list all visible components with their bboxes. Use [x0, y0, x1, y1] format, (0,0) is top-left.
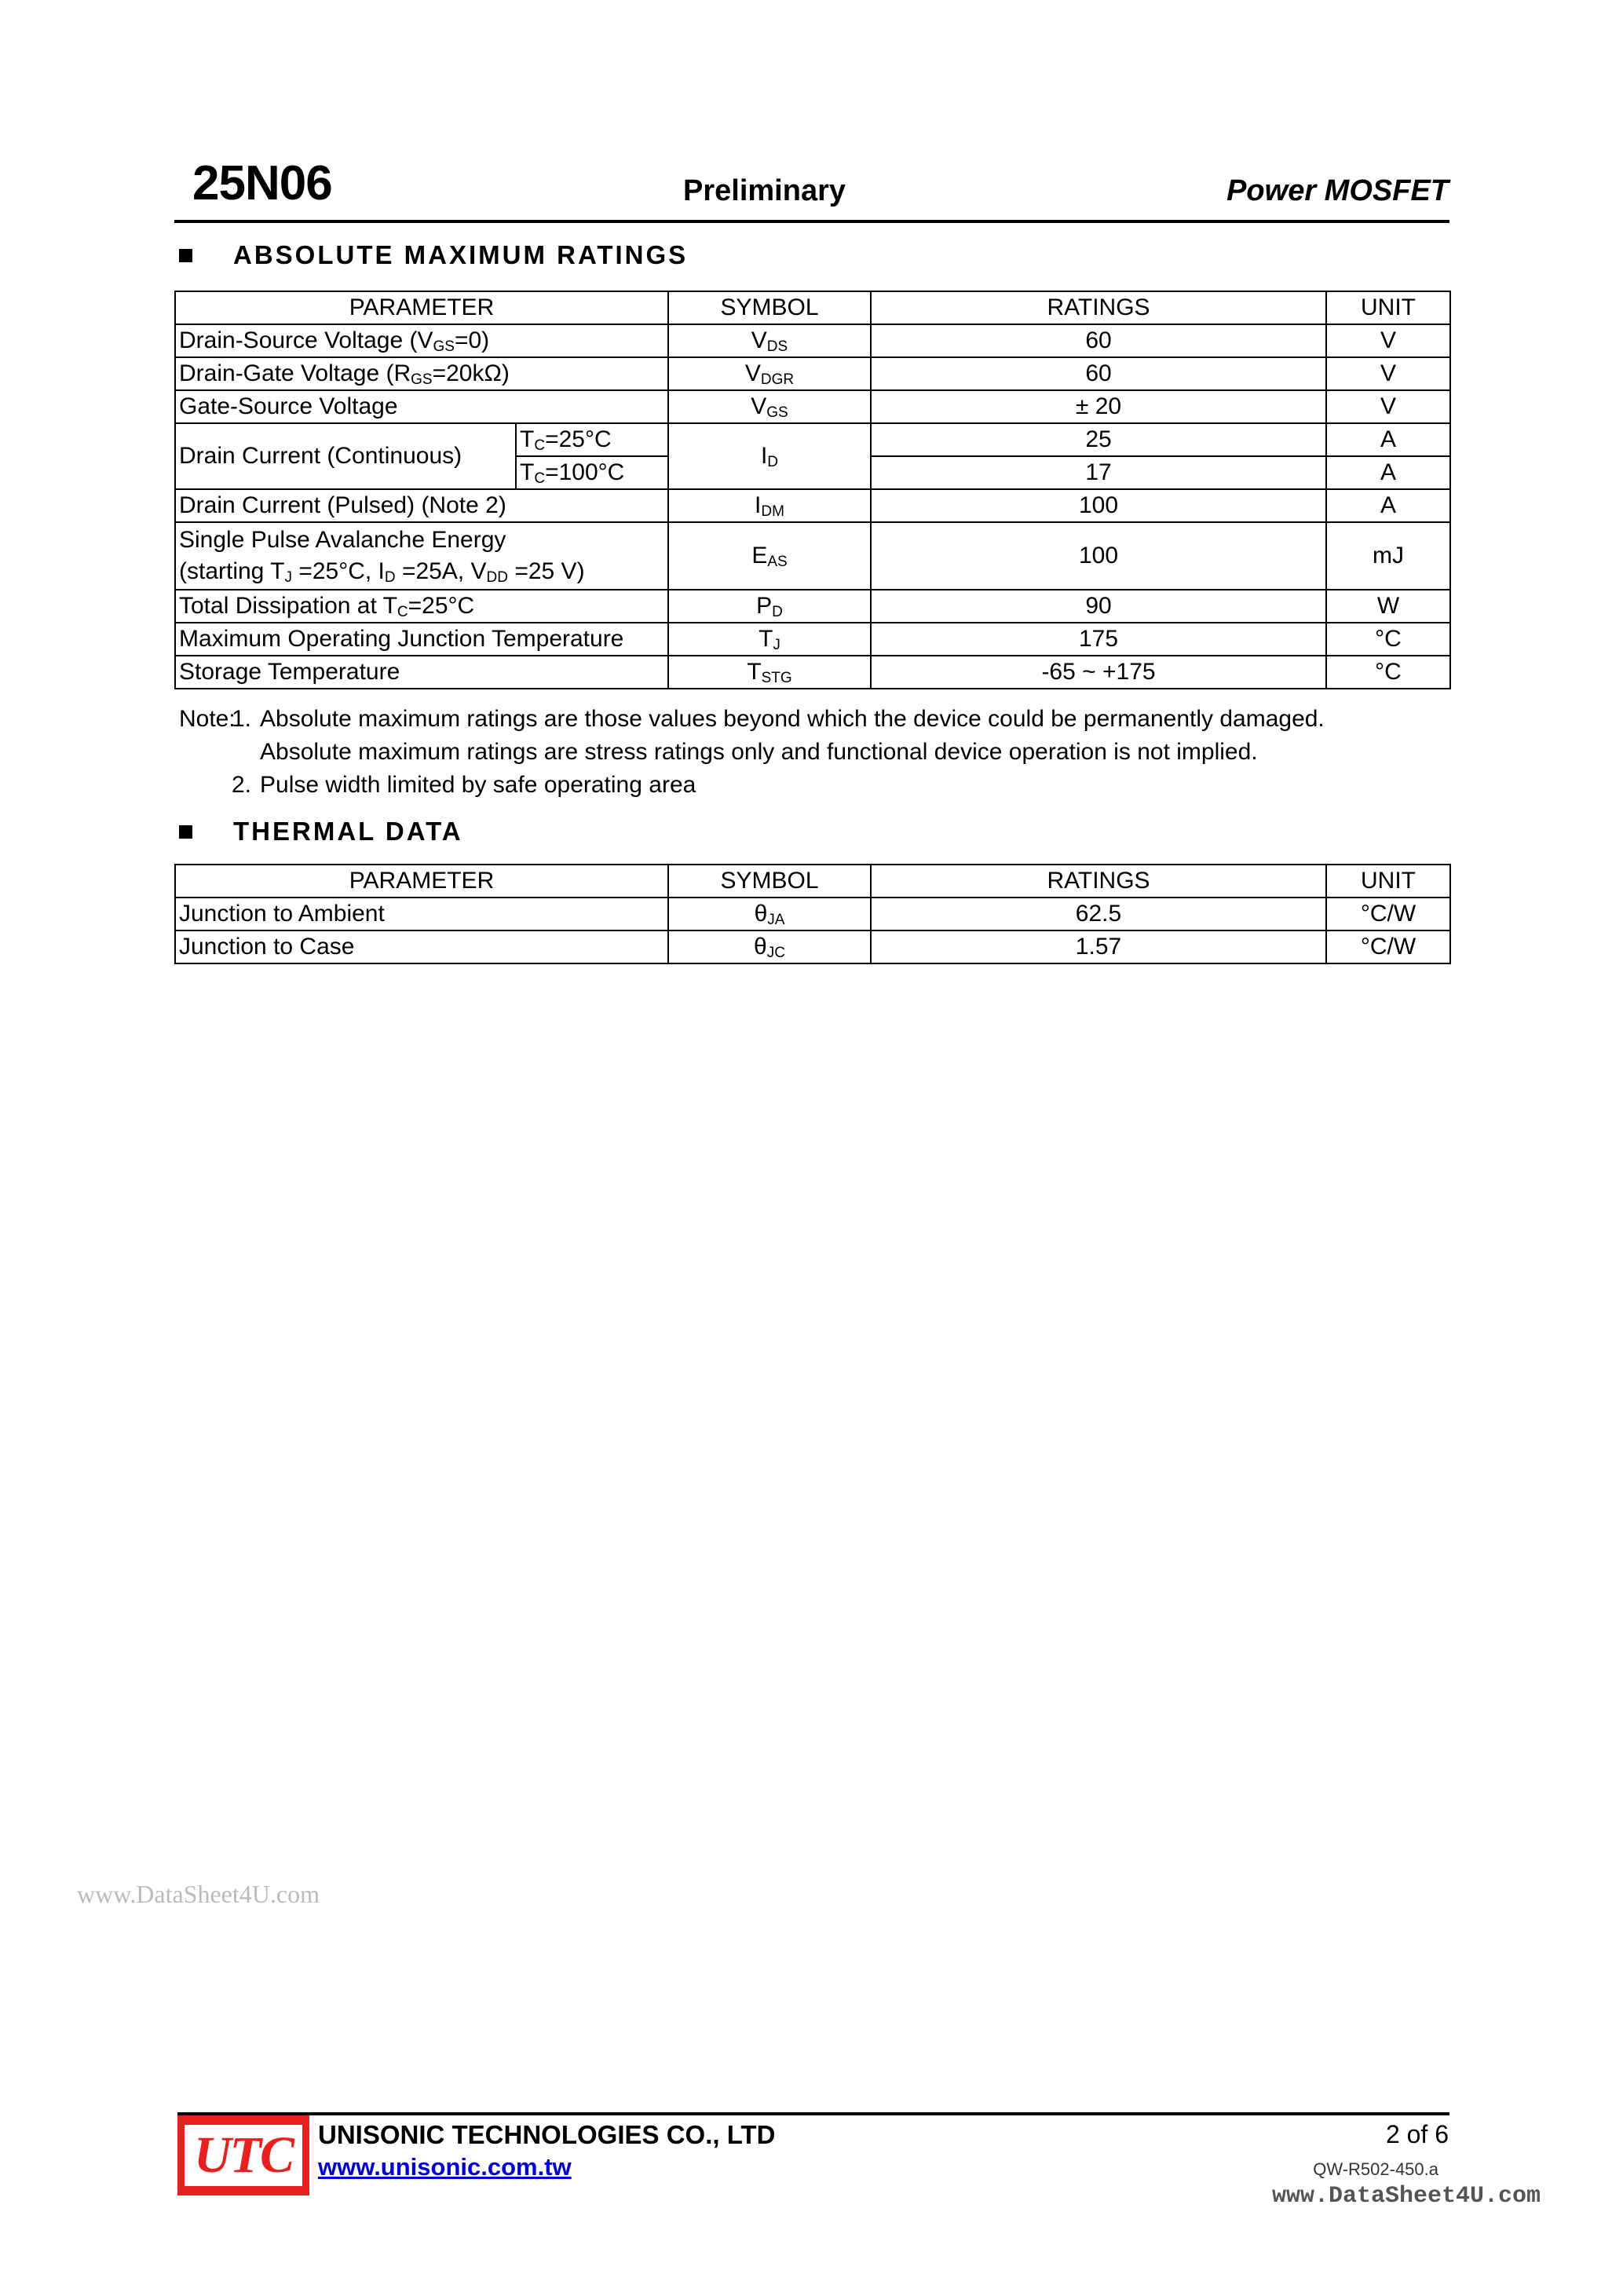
param-cell: Junction to Ambient: [175, 898, 668, 930]
note-text: Absolute maximum ratings are those values beyond which the device could be permanently damaged.: [260, 706, 1325, 732]
param-cell: Gate-Source Voltage: [175, 390, 668, 423]
thermal-table: [174, 864, 1451, 964]
symbol-cell: $V_{DGR}$: [668, 357, 871, 390]
col-header: RATINGS: [871, 865, 1326, 898]
symbol-cell: $P_D$: [668, 590, 871, 623]
note-number: 2.: [232, 772, 252, 798]
rating-cell: 17: [871, 456, 1326, 489]
logo-text: UTC: [185, 2125, 302, 2186]
unit-cell: V: [1326, 390, 1450, 423]
company-website-link[interactable]: www.unisonic.com.tw: [318, 2153, 572, 2181]
col-header: RATINGS: [871, 291, 1326, 324]
company-name: UNISONIC TECHNOLOGIES CO., LTD: [318, 2120, 776, 2149]
section-title: THERMAL DATA: [233, 817, 463, 846]
table-row: [175, 324, 1450, 357]
rating-cell: 100: [871, 522, 1326, 590]
table-row: [175, 357, 1450, 390]
symbol-cell: $T_{STG}$: [668, 656, 871, 689]
col-header: SYMBOL: [668, 291, 871, 324]
utc-logo: [177, 2115, 309, 2195]
symbol-cell: $E_{AS}$: [668, 522, 871, 590]
param-cell: Drain-Gate Voltage $(R_{GS}=20k\Omega)$: [175, 357, 668, 390]
col-header: PARAMETER: [175, 865, 668, 898]
unit-cell: V: [1326, 357, 1450, 390]
table-row: [175, 930, 1450, 963]
param-cell: Total Dissipation at $T_C=25^\circ C$: [175, 590, 668, 623]
part-number: 25N06: [192, 156, 332, 210]
rating-cell: -65 ~ +175: [871, 656, 1326, 689]
unit-cell: A: [1326, 423, 1450, 456]
header-rule: [174, 220, 1449, 223]
square-bullet-icon: [179, 825, 192, 839]
table-row: [175, 423, 1450, 456]
rating-cell: 25: [871, 423, 1326, 456]
note-text: Pulse width limited by safe operating area: [260, 772, 696, 798]
watermark: www.DataSheet4U.com: [77, 1880, 320, 1908]
unit-cell: V: [1326, 324, 1450, 357]
col-header: SYMBOL: [668, 865, 871, 898]
symbol-cell: $\theta_{JA}$: [668, 898, 871, 930]
table-header-row: [175, 291, 1450, 324]
note-number: 1.: [232, 706, 252, 732]
document-number: QW-R502-450.a: [1313, 2159, 1438, 2179]
rating-cell: 90: [871, 590, 1326, 623]
rating-cell: 60: [871, 324, 1326, 357]
col-header: UNIT: [1326, 291, 1450, 324]
square-bullet-icon: [179, 249, 192, 262]
notes: [179, 703, 1325, 802]
unit-cell: °C: [1326, 623, 1450, 656]
table-row: [175, 623, 1450, 656]
param-cell: Drain-Source Voltage $(V_{GS}=0)$: [175, 324, 668, 357]
rating-cell: 62.5: [871, 898, 1326, 930]
watermark-footer: www.DataSheet4U.com: [1271, 2183, 1541, 2210]
section-heading-abs-max: [179, 240, 688, 270]
rating-cell: ± 20: [871, 390, 1326, 423]
condition-cell: $T_C=100^\circ C$: [516, 456, 668, 489]
symbol-cell: $\theta_{JC}$: [668, 930, 871, 963]
symbol-cell: $T_J$: [668, 623, 871, 656]
document-status: Preliminary: [683, 174, 846, 207]
table-header-row: [175, 865, 1450, 898]
col-header: UNIT: [1326, 865, 1450, 898]
unit-cell: mJ: [1326, 522, 1450, 590]
table-row: [175, 656, 1450, 689]
param-cell: Single Pulse Avalanche Energy (starting $T_J =25^\circ C$, $I_D =25A$, $V_{DD} =25$ V): [175, 522, 668, 590]
symbol-cell: $I_D$: [668, 423, 871, 489]
device-type: Power MOSFET: [1226, 174, 1449, 207]
param-cell: Maximum Operating Junction Temperature: [175, 623, 668, 656]
symbol-cell: $I_{DM}$: [668, 489, 871, 522]
unit-cell: A: [1326, 456, 1450, 489]
footer-rule: [177, 2112, 1449, 2115]
rating-cell: 1.57: [871, 930, 1326, 963]
abs-max-table: [174, 291, 1451, 689]
table-row: [175, 390, 1450, 423]
section-title: ABSOLUTE MAXIMUM RATINGS: [233, 240, 689, 269]
unit-cell: °C/W: [1326, 930, 1450, 963]
table-row: [175, 590, 1450, 623]
unit-cell: °C/W: [1326, 898, 1450, 930]
table-row: [175, 489, 1450, 522]
col-header: PARAMETER: [175, 291, 668, 324]
param-cell: Drain Current (Continuous): [175, 423, 516, 489]
param-cell: Storage Temperature: [175, 656, 668, 689]
note-text: Absolute maximum ratings are stress ratings only and functional device operation is not implied.: [260, 739, 1258, 765]
rating-cell: 60: [871, 357, 1326, 390]
symbol-cell: $V_{GS}$: [668, 390, 871, 423]
page-number: 2 of 6: [1385, 2120, 1449, 2148]
section-heading-thermal: [179, 817, 463, 846]
table-row: [175, 522, 1450, 590]
symbol-cell: $V_{DS}$: [668, 324, 871, 357]
rating-cell: 100: [871, 489, 1326, 522]
param-cell: Drain Current (Pulsed) (Note 2): [175, 489, 668, 522]
table-row: [175, 898, 1450, 930]
unit-cell: A: [1326, 489, 1450, 522]
param-cell: Junction to Case: [175, 930, 668, 963]
unit-cell: °C: [1326, 656, 1450, 689]
rating-cell: 175: [871, 623, 1326, 656]
condition-cell: $T_C=25^\circ C$: [516, 423, 668, 456]
note-label: Note:: [179, 706, 236, 732]
unit-cell: W: [1326, 590, 1450, 623]
